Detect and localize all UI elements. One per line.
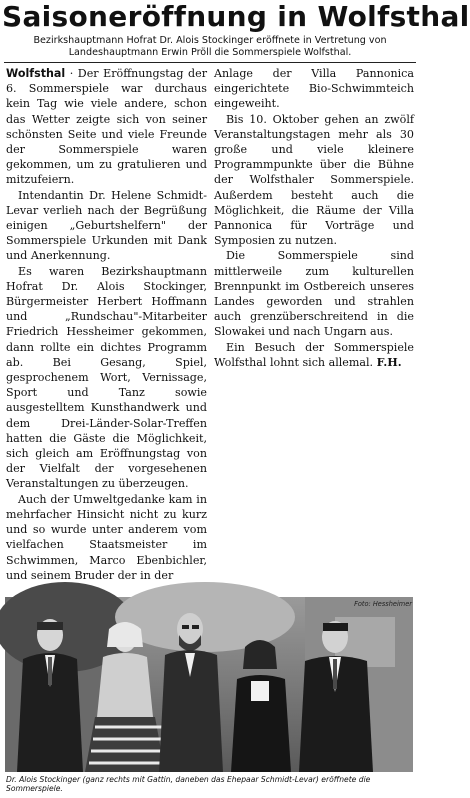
author-signature: F.H.: [376, 355, 402, 369]
photo-credit-overlay: Foto: Hessheimer: [354, 600, 412, 608]
title-divider: [4, 62, 416, 63]
paragraph: [6, 66, 207, 188]
photo-illustration: [5, 597, 413, 772]
paragraph: Die Sommerspiele sind mittlerweile zum kulturellen Brennpunkt im Ostbereich unseres Landes geworden und strahlen auch grenzüberschreitend in die Slowakei und nach Ungarn aus.: [214, 249, 414, 339]
paragraph: Intendantin Dr. Helene Schmidt-Levar verlieh nach der Begrüßung einigen „Geburtshelfern" der Sommerspiele Urkunden mit Dank und Anerkennung.: [6, 188, 207, 263]
article-title: Saisoneröffnung in Wolfsthal: [2, 0, 470, 33]
paragraph: Auch der Umweltgedanke kam in mehrfacher Hinsicht nicht zu kurz und so wurde unter anderem vom vielfachen Staatsmeister im Schwimmen, Marco Ebenbichler, und seinem Bruder der in der: [6, 492, 207, 582]
paragraph: Anlage der Villa Pannonica eingerichtete Bio-Schwimmteich eingeweiht.: [214, 67, 414, 111]
text-column-right: [214, 66, 414, 370]
paragraph: Es waren Bezirkshauptmann Hofrat Dr. Alois Stockinger, Bürgermeister Herbert Hoffmann und „Rundschau"-Mitarbeiter Friedrich Hessheimer gekommen, dann rollte ein dichtes Programm ab. Bei Gesang, Spiel, gesprochenem Wort, Vernissage, Sport und Tanz sowie ausgestelltem Kunsthandwerk und dem Drei-Länder-Solar-Treffen hatten die Gäste die Möglichkeit, sich gleich am Eröffnungstag von der Vielfalt der vorgesehenen Veranstaltungen zu überzeugen.: [6, 264, 207, 491]
paragraph: [214, 340, 414, 370]
paragraph: Bis 10. Oktober gehen an zwölf Veranstaltungstagen mehr als 30 große und viele kleinere Programmpunkte über die Bühne der Wolfsthaler Sommerspiele. Außerdem besteht auch die Möglichkeit, die Räume der Villa Pannonica für Vorträge und Symposien zu nutzen.: [214, 112, 414, 248]
text-column-left: [6, 66, 207, 583]
paragraph-text: · Der Eröffnungstag der 6. Sommerspiele war durchaus kein Tag wie viele andere, schon das Wetter zeigte sich von seiner schönsten Seite und viele Freunde der Sommerspiele waren gekommen, um zu gratulieren und mitzufeiern.: [6, 67, 207, 187]
paragraph-text: Ein Besuch der Sommerspiele Wolfsthal lohnt sich allemal.: [214, 340, 414, 369]
article-photo: [5, 597, 413, 772]
dateline: Wolfsthal: [6, 67, 66, 80]
article-subtitle: Bezirkshauptmann Hofrat Dr. Alois Stockinger eröffnete in Vertretung von Landeshauptmann Erwin Pröll die Sommerspiele Wolfsthal.: [33, 35, 387, 58]
photo-caption: Dr. Alois Stockinger (ganz rechts mit Gattin, daneben das Ehepaar Schmidt-Levar) eröffnete die Sommerspiele.: [6, 775, 371, 793]
